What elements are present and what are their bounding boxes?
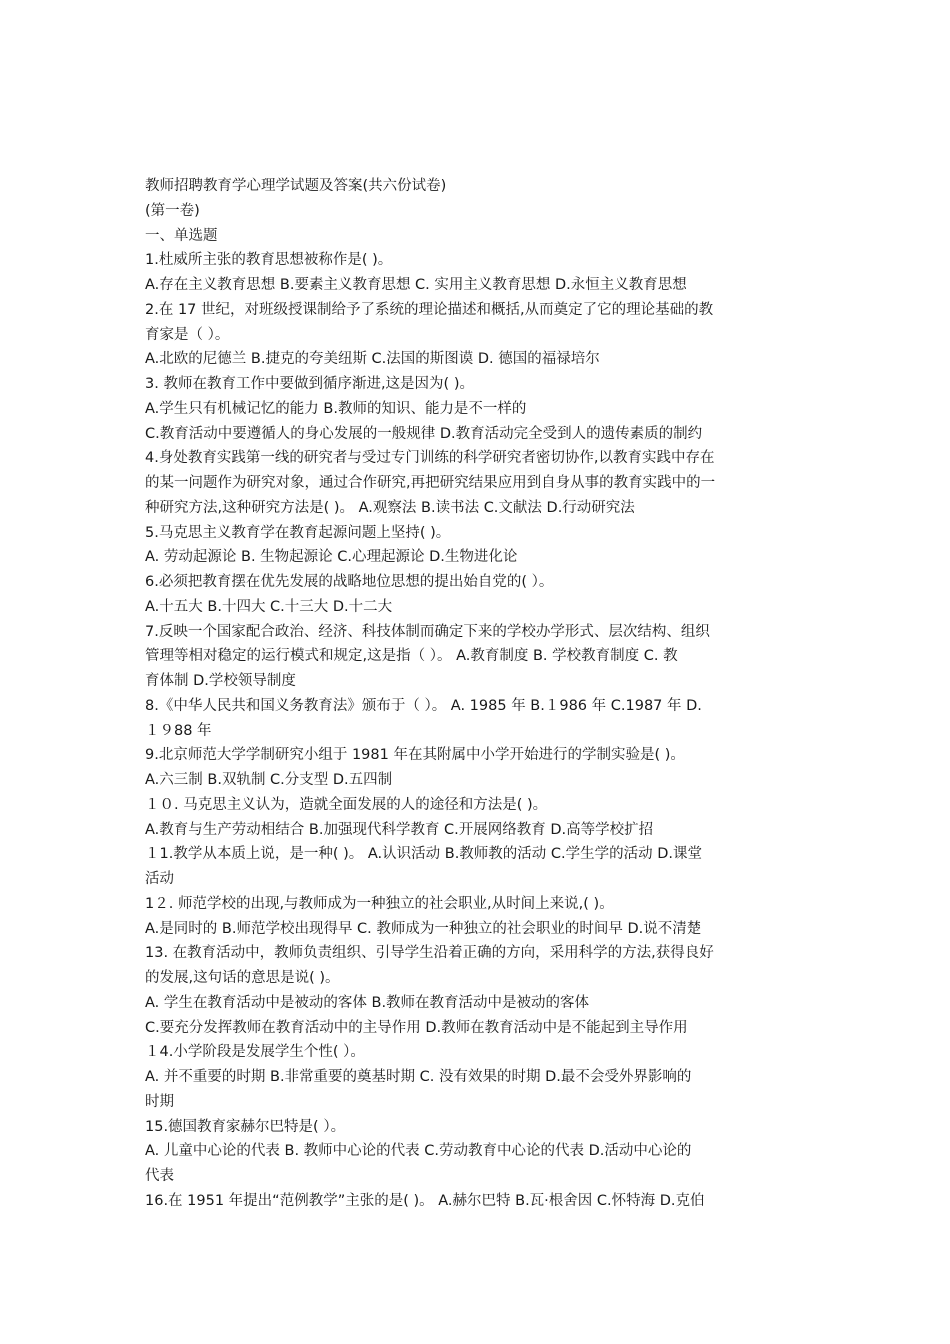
- text-line: C.教育活动中要遵循人的身心发展的一般规律 D.教育活动完全受到人的遗传素质的制约: [145, 425, 703, 442]
- text-line: 1.杜威所主张的教育思想被称作是( )。: [145, 252, 393, 269]
- text-line: 管理等相对稳定的运行模式和规定,这是指（ ）。 A.教育制度 B. 学校教育制度 C. 教: [145, 648, 678, 665]
- text-line: 16.在 1951 年提出“范例教学”主张的是( )。 A.赫尔巴特 B.瓦·根舍因 C.怀特海 D.克伯: [145, 1192, 705, 1209]
- text-line: １９88 年: [145, 722, 212, 739]
- text-line: 15.德国教育家赫尔巴特是( ）。: [145, 1118, 346, 1135]
- text-line: 8.《中华人民共和国义务教育法》颁布于（ ）。 A. 1985 年 B.１986 年 C.1987 年 D.: [145, 697, 702, 714]
- volume-label: (第一卷): [145, 202, 200, 219]
- text-line: A.教育与生产劳动相结合 B.加强现代科学教育 C.开展网络教育 D.高等学校扩招: [145, 821, 654, 838]
- text-line: A.学生只有机械记忆的能力 B.教师的知识、能力是不一样的: [145, 400, 527, 417]
- text-line: A.北欧的尼德兰 B.捷克的夸美纽斯 C.法国的斯图谟 D. 德国的福禄培尔: [145, 351, 600, 368]
- text-line: A.十五大 B.十四大 C.十三大 D.十二大: [145, 598, 393, 615]
- text-line: 的某一问题作为研究对象，通过合作研究,再把研究结果应用到自身从事的教育实践中的一: [145, 475, 716, 491]
- text-line: A. 劳动起源论 B. 生物起源论 C.心理起源论 D.生物进化论: [145, 549, 518, 566]
- section-heading: 一、单选题: [145, 227, 218, 244]
- text-line: 13. 在教育活动中，教师负责组织、引导学生沿着正确的方向，采用科学的方法,获得良好: [145, 945, 714, 962]
- text-line: A. 学生在教育活动中是被动的客体 B.教师在教育活动中是被动的客体: [145, 994, 590, 1011]
- document-body: [145, 174, 810, 1214]
- text-line: 代表: [145, 1168, 174, 1184]
- text-line: 5.马克思主义教育学在教育起源问题上坚持( )。: [145, 524, 451, 541]
- text-line: １０. 马克思主义认为，造就全面发展的人的途径和方法是( )。: [145, 796, 548, 813]
- text-line: 时期: [145, 1093, 174, 1110]
- text-line: A. 儿童中心论的代表 B. 教师中心论的代表 C.劳动教育中心论的代表 D.活动中心论的: [145, 1143, 692, 1160]
- text-line: C.要充分发挥教师在教育活动中的主导作用 D.教师在教育活动中是不能起到主导作用: [145, 1019, 688, 1036]
- text-line: 7.反映一个国家配合政治、经济、科技体制而确定下来的学校办学形式、层次结构、组织: [145, 623, 710, 640]
- text-line: 育家是（ ）。: [145, 326, 230, 343]
- text-line: 活动: [145, 871, 174, 887]
- text-line: 的发展,这句话的意思是说( )。: [145, 970, 340, 986]
- text-line: A.是同时的 B.师范学校出现得早 C. 教师成为一种独立的社会职业的时间早 D.说不清楚: [145, 920, 702, 937]
- text-line: 1２. 师范学校的出现,与教师成为一种独立的社会职业,从时间上来说,( )。: [145, 895, 614, 912]
- text-line: 4.身处教育实践第一线的研究者与受过专门训练的科学研究者密切协作,以教育实践中存在: [145, 450, 715, 467]
- text-line: 育体制 D.学校领导制度: [145, 673, 296, 689]
- document-title: 教师招聘教育学心理学试题及答案(共六份试卷): [145, 178, 447, 194]
- text-line: 3. 教师在教育工作中要做到循序渐进,这是因为( )。: [145, 376, 474, 392]
- text-line: １4.小学阶段是发展学生个性( ）。: [145, 1044, 365, 1061]
- text-line: 2.在 17 世纪，对班级授课制给予了系统的理论描述和概括,从而奠定了它的理论基础的教: [145, 301, 714, 318]
- text-line: １1.教学从本质上说，是一种( )。 A.认识活动 B.教师教的活动 C.学生学的活动 D.课堂: [145, 846, 703, 863]
- text-line: A. 并不重要的时期 B.非常重要的奠基时期 C. 没有效果的时期 D.最不会受外界影响的: [145, 1069, 692, 1085]
- text-line: 6.必须把教育摆在优先发展的战略地位思想的提出始自党的( ）。: [145, 574, 554, 590]
- text-line: 9.北京师范大学学制研究小组于 1981 年在其附属中小学开始进行的学制实验是( )。: [145, 747, 685, 764]
- text-line: A.存在主义教育思想 B.要素主义教育思想 C. 实用主义教育思想 D.永恒主义教育思想: [145, 277, 687, 293]
- text-line: A.六三制 B.双轨制 C.分支型 D.五四制: [145, 772, 393, 788]
- text-line: 种研究方法,这种研究方法是( )。 A.观察法 B.读书法 C.文献法 D.行动研究法: [145, 499, 635, 516]
